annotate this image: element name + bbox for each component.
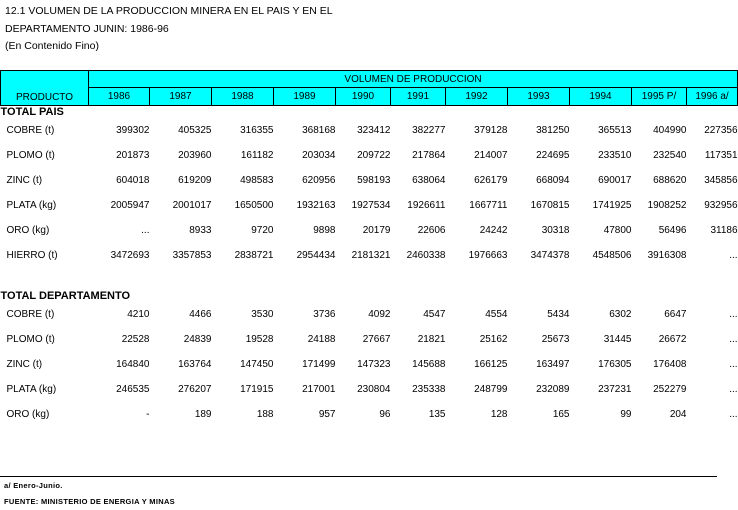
table-cell: 164840	[116, 359, 150, 370]
table-cell: -	[146, 409, 150, 420]
footer-divider	[0, 476, 717, 477]
year-header: 1990	[336, 88, 391, 106]
table-cell: 128	[490, 409, 508, 420]
table-cell: 203034	[302, 150, 336, 161]
year-header: 1989	[274, 88, 336, 106]
table-cell: 1667711	[469, 200, 508, 211]
table-cell: 5434	[547, 309, 570, 320]
table-cell: 47800	[603, 225, 632, 236]
table-cell: 176408	[653, 359, 687, 370]
table-cell: 22606	[417, 225, 446, 236]
table-cell: 1908252	[647, 200, 687, 211]
table-cell: 56496	[658, 225, 687, 236]
row-label: PLOMO (t)	[6, 334, 55, 345]
footnote-source: FUENTE: MINISTERIO DE ENERGIA Y MINAS	[4, 497, 175, 506]
table-cell: 176305	[598, 359, 632, 370]
table-cell: ...	[729, 334, 738, 345]
table-cell: 323412	[357, 125, 391, 136]
year-header: 1994	[570, 88, 632, 106]
year-header: 1995 P/	[632, 88, 687, 106]
table-cell: 163764	[178, 359, 212, 370]
table-cell: 957	[318, 409, 336, 420]
table-cell: 2181321	[351, 250, 391, 261]
table-cell: 203960	[178, 150, 212, 161]
table-cell: 1650500	[234, 200, 274, 211]
table-cell: 3530	[251, 309, 274, 320]
row-label: COBRE (t)	[6, 309, 55, 320]
row-label: PLOMO (t)	[6, 150, 55, 161]
table-cell: 368168	[302, 125, 336, 136]
table-cell: 2001017	[172, 200, 212, 211]
table-cell: 26672	[658, 334, 687, 345]
volume-group-header: VOLUMEN DE PRODUCCION	[89, 71, 738, 88]
table-cell: 1926611	[407, 200, 446, 211]
table-cell: 3472693	[110, 250, 150, 261]
table-cell: 248799	[474, 384, 508, 395]
table-cell: 379128	[474, 125, 508, 136]
table-cell: 246535	[116, 384, 150, 395]
table-cell: 6302	[609, 309, 632, 320]
section-title-row	[1, 106, 738, 119]
table-cell: 345856	[704, 175, 738, 186]
table-row	[1, 118, 738, 143]
table-cell: ...	[141, 225, 150, 236]
section-title: TOTAL PAIS	[0, 106, 64, 118]
table-cell: 6647	[664, 309, 687, 320]
row-label: ORO (kg)	[6, 409, 50, 420]
table-cell: 232089	[536, 384, 570, 395]
section-spacer	[1, 268, 738, 290]
table-row	[1, 377, 738, 402]
table-cell: 171915	[240, 384, 274, 395]
table-row	[1, 402, 738, 427]
table-row	[1, 302, 738, 327]
table-cell: 165	[552, 409, 570, 420]
table-cell: 135	[428, 409, 446, 420]
row-label: HIERRO (t)	[6, 250, 58, 261]
table-cell: ...	[729, 309, 738, 320]
subtitle: (En Contenido Fino)	[5, 40, 99, 52]
year-header: 1993	[508, 88, 570, 106]
year-header: 1986	[89, 88, 150, 106]
table-cell: 30318	[541, 225, 570, 236]
section-title-row	[1, 290, 738, 302]
table-cell: 1976663	[468, 250, 508, 261]
table-cell: 189	[194, 409, 212, 420]
table-cell: 404990	[653, 125, 687, 136]
table-row	[1, 218, 738, 243]
table-cell: 598193	[357, 175, 391, 186]
year-header-row	[1, 88, 738, 106]
table-cell: 147450	[240, 359, 274, 370]
table-cell: 188	[256, 409, 274, 420]
table-cell: 620956	[302, 175, 336, 186]
year-header: 1987	[150, 88, 212, 106]
table-cell: 19528	[245, 334, 274, 345]
table-cell: 117351	[704, 150, 738, 161]
table-cell: 8933	[189, 225, 212, 236]
table-cell: 233510	[598, 150, 632, 161]
table-cell: ...	[729, 409, 738, 420]
table-cell: 31186	[710, 225, 738, 236]
table-cell: 20179	[362, 225, 391, 236]
table-cell: 209722	[357, 150, 391, 161]
table-cell: 604018	[116, 175, 150, 186]
table-cell: 1927534	[351, 200, 391, 211]
table-cell: 171499	[302, 359, 336, 370]
table-body	[1, 106, 738, 428]
row-label: ZINC (t)	[6, 175, 43, 186]
table-cell: 25673	[541, 334, 570, 345]
table-cell: 96	[379, 409, 391, 420]
year-header: 1991	[391, 88, 446, 106]
row-label: COBRE (t)	[6, 125, 55, 136]
title-line-1: 12.1 VOLUMEN DE LA PRODUCCION MINERA EN EL PAIS Y EN EL	[5, 5, 333, 17]
table-cell: 224695	[536, 150, 570, 161]
table-cell: 166125	[474, 359, 508, 370]
table-cell: 21821	[417, 334, 446, 345]
table-cell: 365513	[598, 125, 632, 136]
table-cell: 25162	[479, 334, 508, 345]
table-cell: 688620	[653, 175, 687, 186]
table-cell: 619209	[178, 175, 212, 186]
title-line-2: DEPARTAMENTO JUNIN: 1986-96	[5, 22, 169, 35]
table-cell: 382277	[412, 125, 446, 136]
table-cell: 3916308	[647, 250, 687, 261]
table-row	[1, 327, 738, 352]
production-table	[0, 70, 738, 427]
title-block	[5, 3, 333, 56]
table-cell: 24188	[307, 334, 336, 345]
table-cell: 4466	[189, 309, 212, 320]
table-cell: 252279	[653, 384, 687, 395]
table-cell: 147323	[357, 359, 391, 370]
table-cell: 204	[669, 409, 687, 420]
table-row	[1, 243, 738, 268]
table-cell: 4547	[423, 309, 446, 320]
table-row	[1, 352, 738, 377]
table-cell: 2838721	[234, 250, 274, 261]
table-cell: 276207	[178, 384, 212, 395]
row-label: ZINC (t)	[6, 359, 43, 370]
table-cell: 145688	[412, 359, 446, 370]
table-cell: 217864	[412, 150, 446, 161]
table-cell: 3474378	[530, 250, 570, 261]
table-cell: 4548506	[592, 250, 632, 261]
year-header: 1996 a/	[687, 88, 738, 106]
table-cell: 161182	[240, 150, 274, 161]
product-column-header: PRODUCTO	[1, 71, 89, 106]
table-cell: 2460338	[406, 250, 446, 261]
table-cell: 9720	[251, 225, 274, 236]
table-cell: 99	[620, 409, 632, 420]
table-cell: 3357853	[172, 250, 212, 261]
table-cell: 24839	[183, 334, 212, 345]
table-cell: 3736	[313, 309, 336, 320]
table-cell: 31445	[603, 334, 632, 345]
table-cell: 237231	[598, 384, 632, 395]
table-cell: 27667	[362, 334, 391, 345]
row-label: PLATA (kg)	[6, 200, 57, 211]
table-cell: 1932163	[296, 200, 336, 211]
table-row	[1, 193, 738, 218]
table-cell: 214007	[474, 150, 508, 161]
table-cell: ...	[729, 359, 738, 370]
table-cell: 22528	[121, 334, 150, 345]
table-cell: 9898	[313, 225, 336, 236]
table-cell: 2005947	[110, 200, 150, 211]
year-header: 1992	[446, 88, 508, 106]
table-cell: 1741925	[592, 200, 632, 211]
table-cell: 2954434	[296, 250, 336, 261]
table-cell: 932956	[704, 200, 738, 211]
row-label: ORO (kg)	[6, 225, 50, 236]
table-row	[1, 168, 738, 193]
table-cell: 4210	[127, 309, 150, 320]
table-cell: 1670815	[530, 200, 570, 211]
table-cell: 4554	[485, 309, 508, 320]
footnote-note: a/ Enero-Junio.	[4, 481, 63, 490]
table-cell: 232540	[653, 150, 687, 161]
table-cell: 227356	[704, 125, 738, 136]
table-cell: 24242	[479, 225, 508, 236]
table-cell: 498583	[240, 175, 274, 186]
table-cell: 638064	[412, 175, 446, 186]
table-cell: 399302	[116, 125, 150, 136]
table-cell: 316355	[240, 125, 274, 136]
table-cell: 690017	[598, 175, 632, 186]
table-cell: 235338	[412, 384, 446, 395]
table-cell: 405325	[178, 125, 212, 136]
table-cell: ...	[729, 384, 738, 395]
table-cell: 668094	[536, 175, 570, 186]
section-title: TOTAL DEPARTAMENTO	[0, 290, 131, 302]
table-row	[1, 143, 738, 168]
table-cell: 201873	[116, 150, 150, 161]
table-cell: 217001	[302, 384, 336, 395]
table-cell: 4092	[368, 309, 391, 320]
table-cell: 381250	[536, 125, 570, 136]
table-cell: 626179	[474, 175, 508, 186]
year-header: 1988	[212, 88, 274, 106]
row-label: PLATA (kg)	[6, 384, 57, 395]
table-cell: 230804	[357, 384, 391, 395]
table-cell: ...	[729, 250, 738, 261]
table-cell: 163497	[536, 359, 570, 370]
